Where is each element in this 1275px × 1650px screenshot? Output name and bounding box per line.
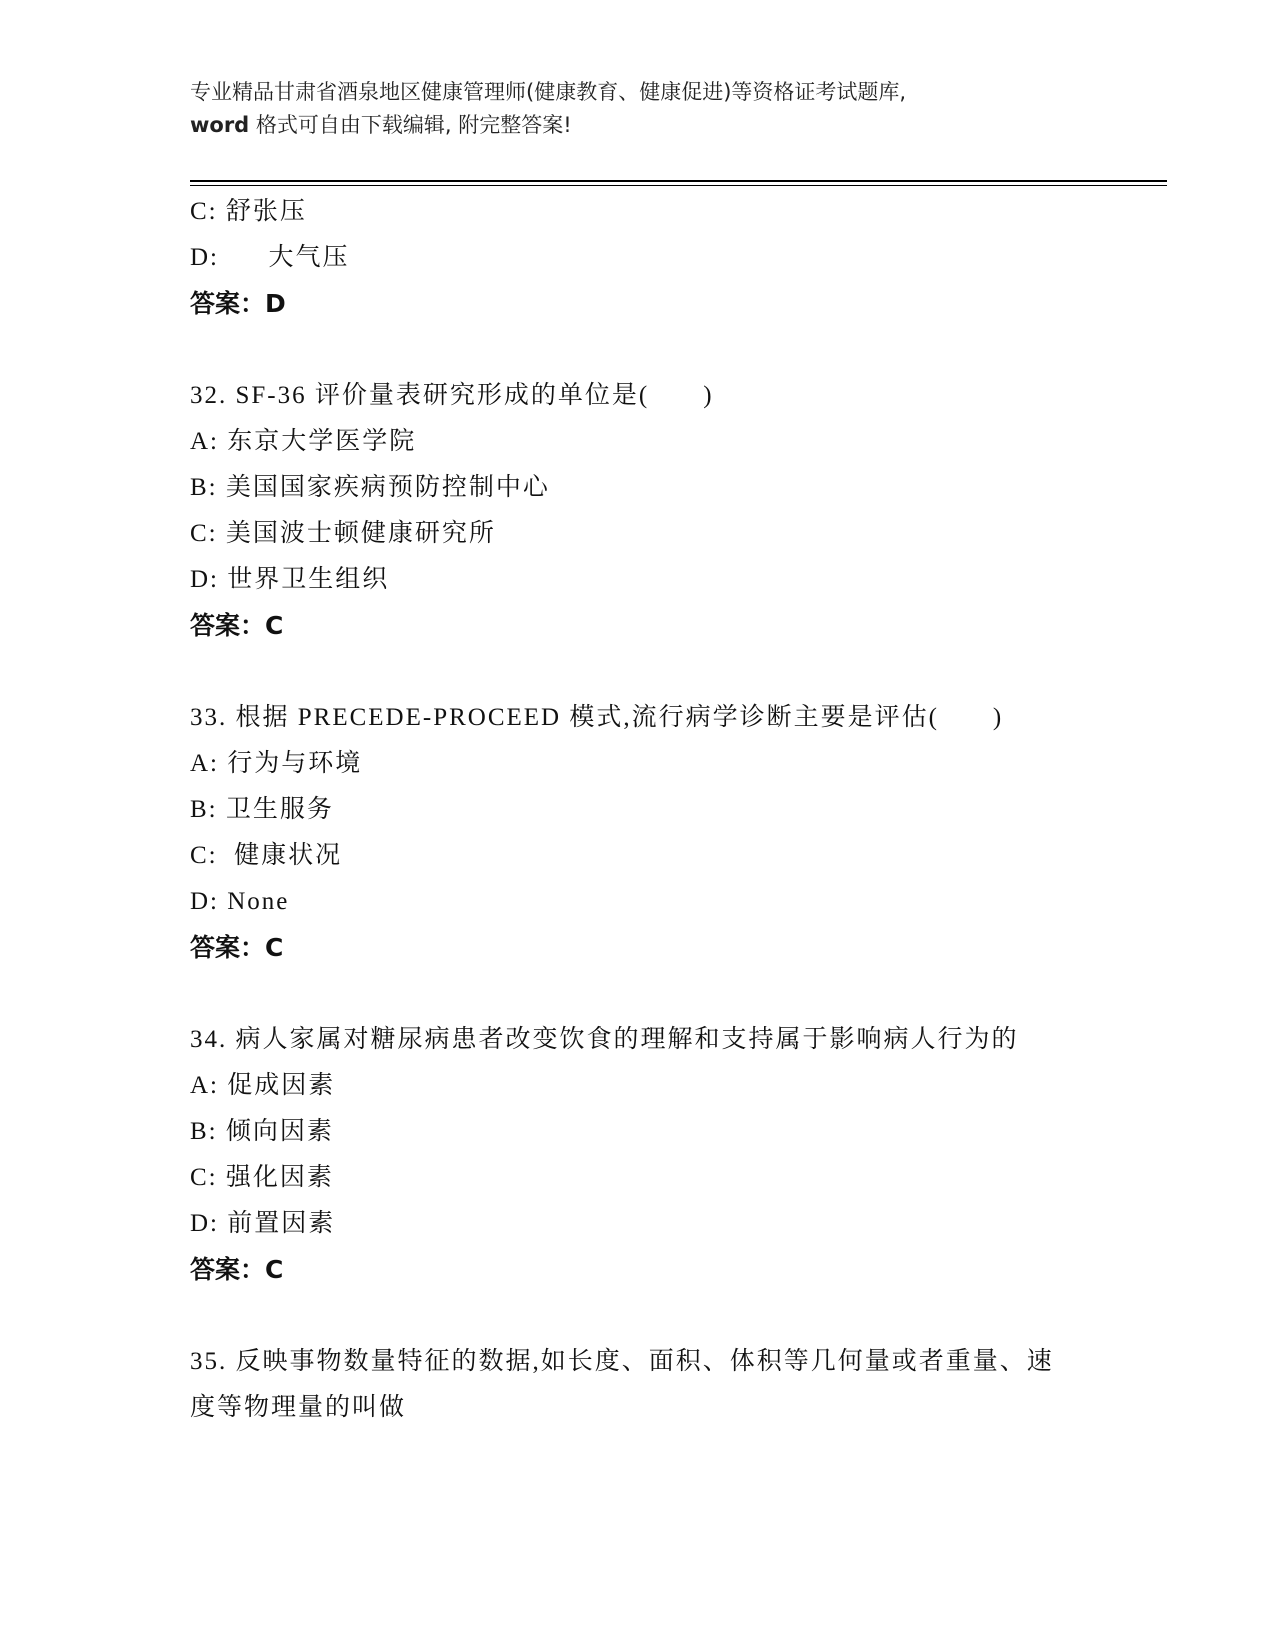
option: D: 大气压: [190, 244, 350, 271]
option: B: 倾向因素: [190, 1118, 334, 1145]
answer: 答案：D: [190, 289, 286, 318]
header-line-2: [190, 109, 1090, 142]
question-32: [190, 373, 1090, 649]
header-word: word: [190, 113, 250, 137]
question-33: [190, 695, 1090, 971]
question-stem: 32. SF-36 评价量表研究形成的单位是( ): [190, 382, 714, 409]
option: D: 前置因素: [190, 1210, 336, 1237]
question-34: [190, 1017, 1090, 1293]
question-35: [190, 1339, 1090, 1431]
option: C: 健康状况: [190, 842, 343, 869]
header-divider: [190, 180, 1167, 186]
option: D: None: [190, 888, 290, 915]
option: A: 行为与环境: [190, 750, 363, 777]
answer: 答案：C: [190, 933, 284, 962]
question-stem: 33. 根据 PRECEDE-PROCEED 模式,流行病学诊断主要是评估( ): [190, 704, 1004, 731]
option: B: 卫生服务: [190, 796, 334, 823]
option: C: 强化因素: [190, 1164, 334, 1191]
answer: 答案：C: [190, 1255, 284, 1284]
header-line-1: 专业精品甘肃省酒泉地区健康管理师(健康教育、健康促进)等资格证考试题库,: [190, 80, 907, 104]
question-stem: 34. 病人家属对糖尿病患者改变饮食的理解和支持属于影响病人行为的: [190, 1026, 1019, 1053]
option: A: 促成因素: [190, 1072, 336, 1099]
option: A: 东京大学医学院: [190, 428, 417, 455]
answer: 答案：C: [190, 611, 284, 640]
question-list: [190, 189, 1090, 1431]
document-header: [190, 76, 1090, 142]
option: B: 美国国家疾病预防控制中心: [190, 474, 550, 501]
question-stem: 35. 反映事物数量特征的数据,如长度、面积、体积等几何量或者重量、速度等物理量的叫做: [190, 1348, 1054, 1421]
option: C: 美国波士顿健康研究所: [190, 520, 496, 547]
option: D: 世界卫生组织: [190, 566, 390, 593]
header-line-2-text: 格式可自由下载编辑, 附完整答案!: [249, 113, 572, 137]
option: C: 舒张压: [190, 198, 307, 225]
